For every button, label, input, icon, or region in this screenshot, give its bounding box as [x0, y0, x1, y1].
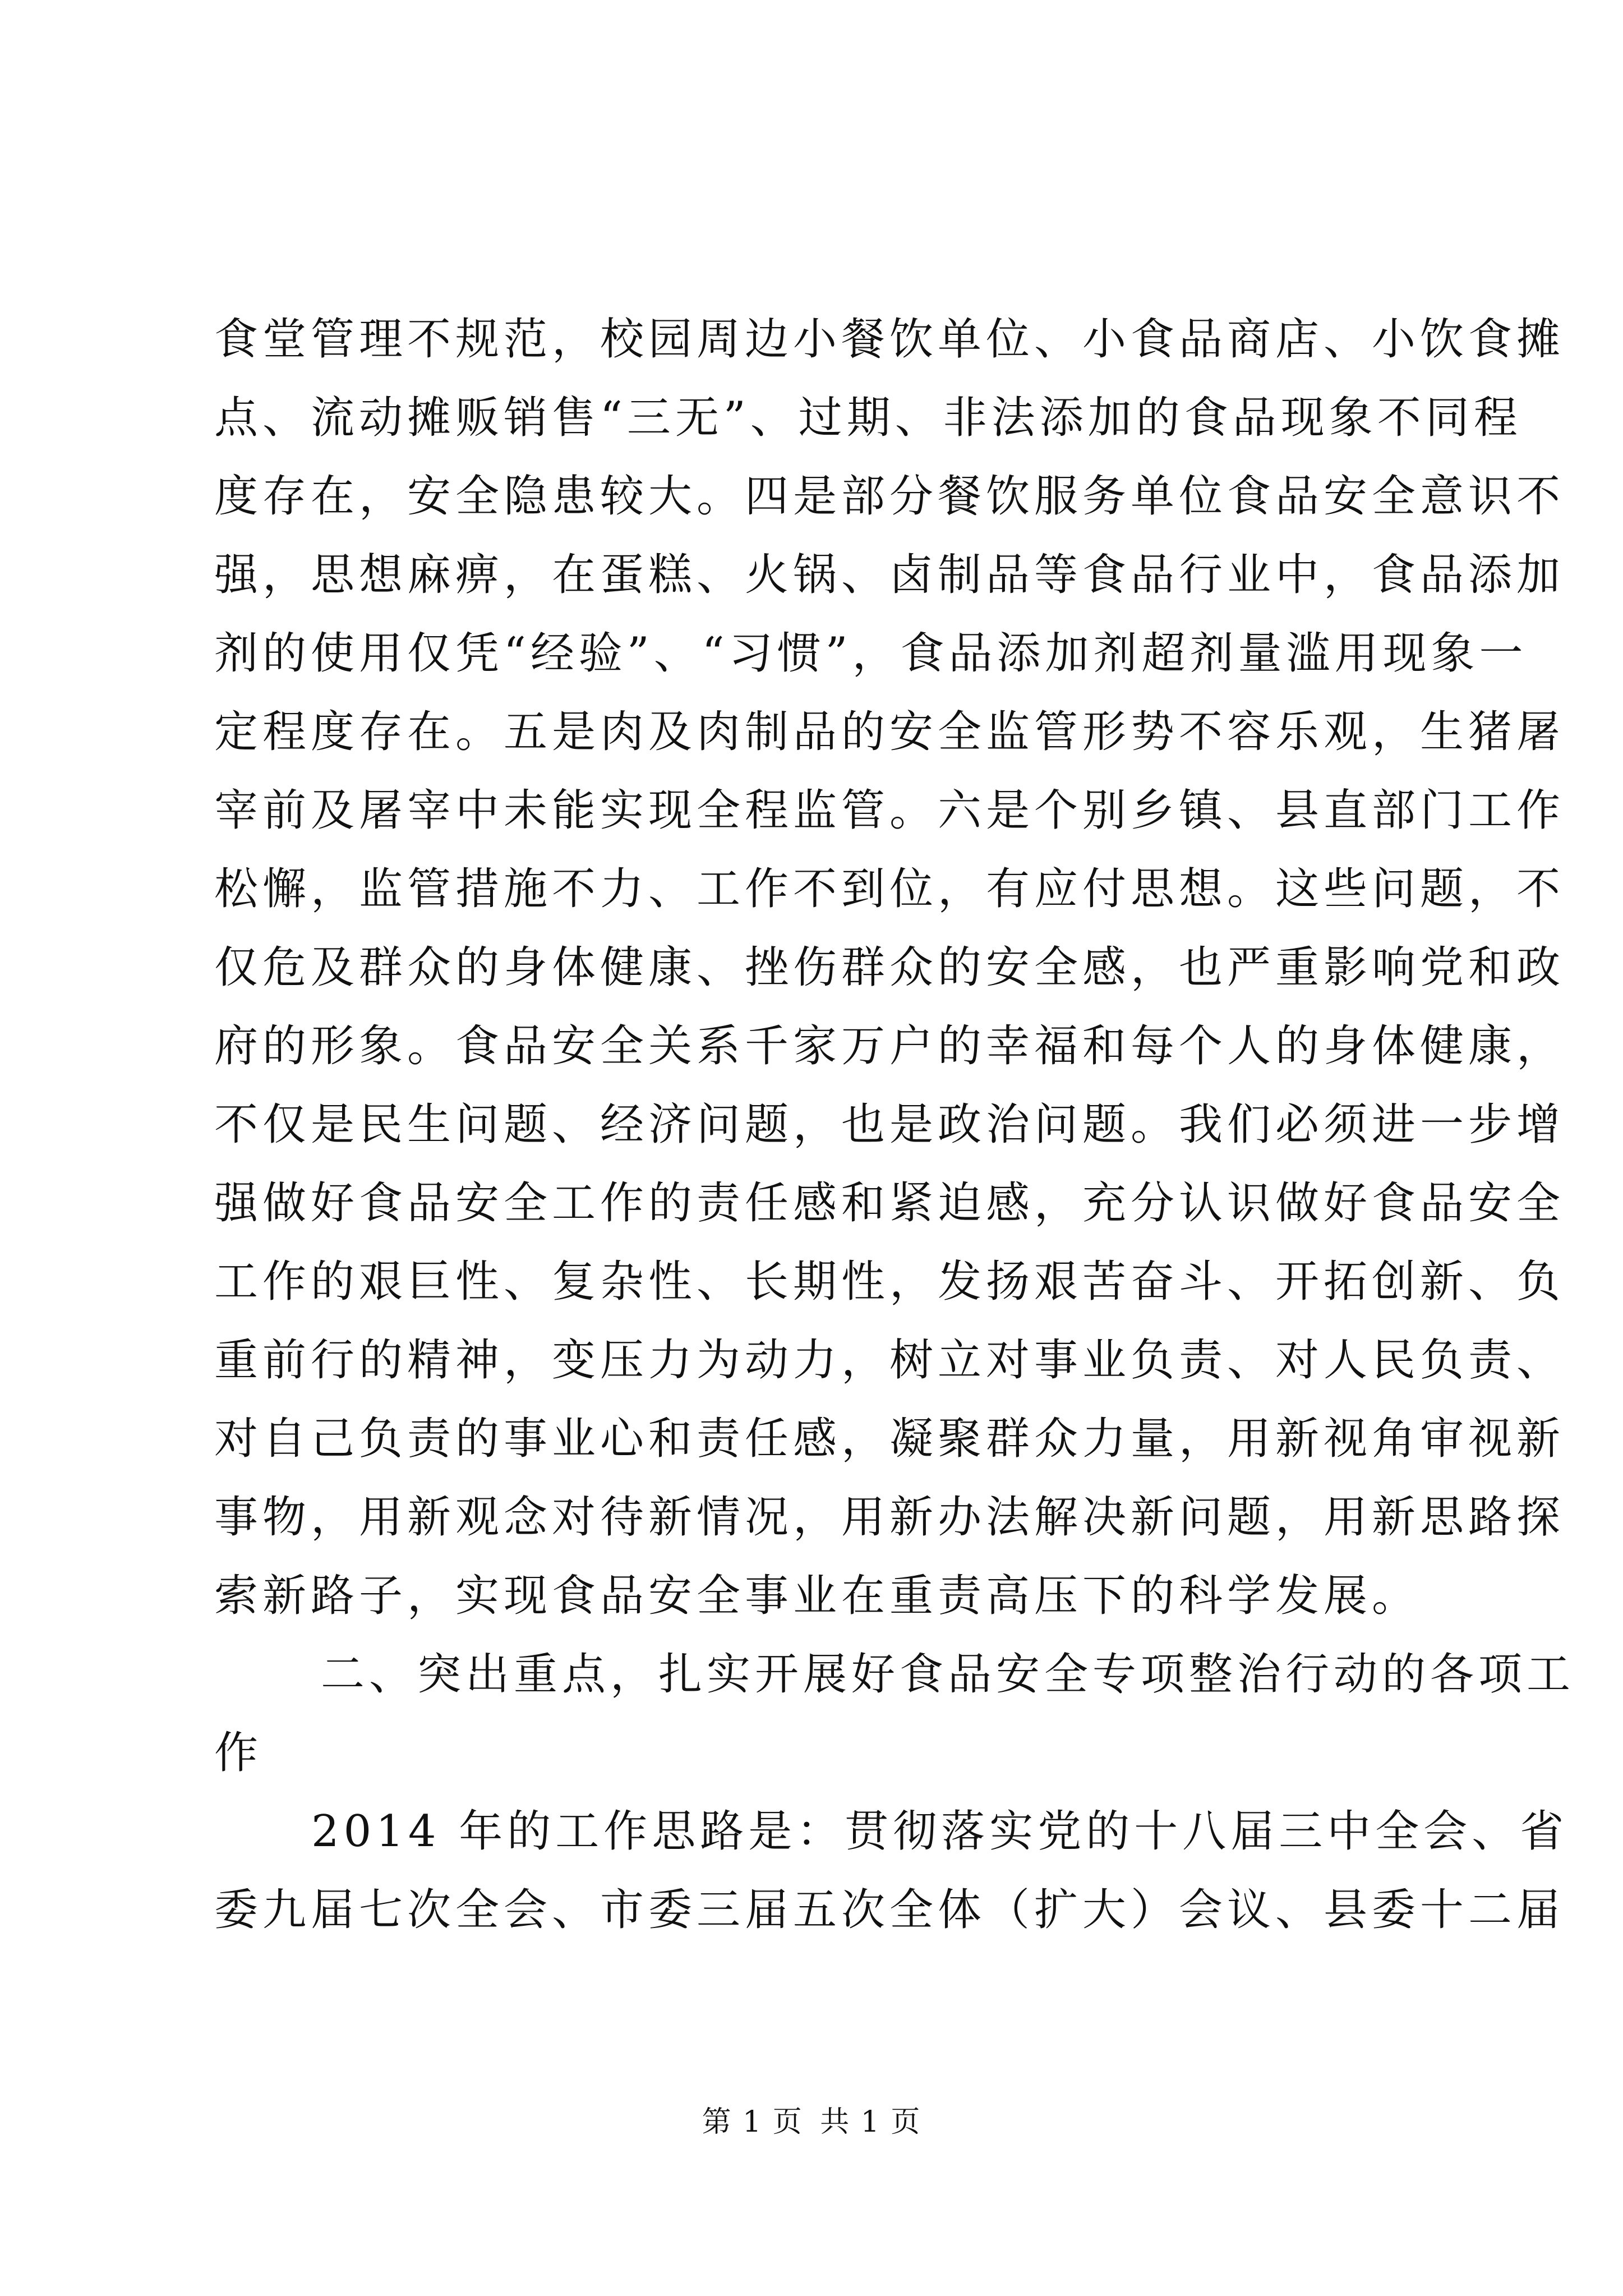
- body-text-line: 索新路子，实现食品安全事业在重责高压下的科学发展。: [214, 1571, 1421, 1621]
- body-text-line: 事物，用新观念对待新情况，用新办法解决新问题，用新思路探: [214, 1492, 1565, 1543]
- body-text-line: 工作的艰巨性、复杂性、长期性，发扬艰苦奋斗、开拓创新、负: [214, 1257, 1565, 1307]
- page-number: 第 1 页: [702, 2105, 803, 2139]
- body-text-line: 对自己负责的事业心和责任感，凝聚群众力量，用新视角审视新: [214, 1414, 1565, 1464]
- body-text-line: 点、流动摊贩销售“三无”、过期、非法添加的食品现象不同程: [214, 393, 1522, 443]
- body-text-line: 强做好食品安全工作的责任感和紧迫感，充分认识做好食品安全: [214, 1178, 1565, 1228]
- body-text-line: 重前行的精神，变压力为动力，树立对事业负责、对人民负责、: [214, 1335, 1565, 1386]
- body-text-line: 委九届七次全会、市委三届五次全体（扩大）会议、县委十二届: [214, 1885, 1565, 1935]
- body-text-line: 仅危及群众的身体健康、挫伤群众的安全感，也严重影响党和政: [214, 942, 1565, 993]
- body-text-line: 强，思想麻痹，在蛋糕、火锅、卤制品等食品行业中，食品添加: [214, 550, 1565, 600]
- page-total: 共 1 页: [820, 2105, 921, 2139]
- body-text-line: 剂的使用仅凭“经验”、“习惯”，食品添加剂超剂量滥用现象一: [214, 628, 1528, 679]
- body-text-line: 宰前及屠宰中未能实现全程监管。六是个别乡镇、县直部门工作: [214, 785, 1565, 836]
- body-text-line: 度存在，安全隐患较大。四是部分餐饮服务单位食品安全意识不: [214, 471, 1565, 522]
- body-text-line: 定程度存在。五是肉及肉制品的安全监管形势不容乐观，生猪屠: [214, 707, 1565, 757]
- body-text-line: 食堂管理不规范，校园周边小餐饮单位、小食品商店、小饮食摊: [214, 314, 1565, 365]
- body-text-line: 不仅是民生问题、经济问题，也是政治问题。我们必须进一步增: [214, 1099, 1565, 1150]
- body-text-line: 2014 年的工作思路是：贯彻落实党的十八届三中全会、省: [311, 1806, 1569, 1857]
- body-text-line: 府的形象。食品安全关系千家万户的幸福和每个人的身体健康，: [214, 1021, 1565, 1071]
- section-heading: 二、突出重点，扎实开展好食品安全专项整治行动的各项工: [321, 1649, 1575, 1700]
- section-heading-continuation: 作: [214, 1728, 263, 1778]
- page-footer: [0, 2102, 1623, 2142]
- body-text-line: 松懈，监管措施不力、工作不到位，有应付思想。这些问题，不: [214, 864, 1565, 914]
